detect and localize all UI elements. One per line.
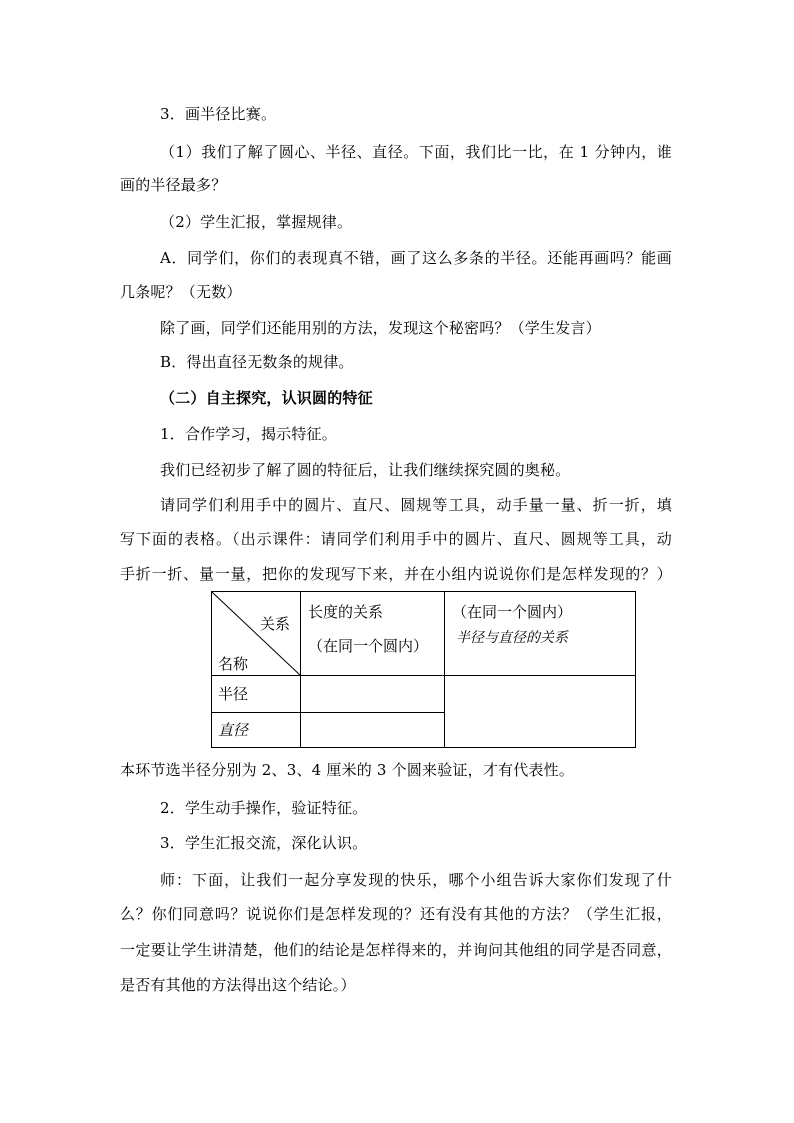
item-2-heading: 2．学生动手操作，验证特征。 [160, 799, 368, 817]
paragraph-9-line-1: 师：下面，让我们一起分享发现的快乐，哪个小组告诉大家你们发现了什 [160, 871, 672, 889]
item-3b-heading: 3．学生汇报交流，深化认识。 [160, 834, 368, 852]
paragraph-7-line-1: 请同学们利用手中的圆片、直尺、圆规等工具，动手量一量、折一折，填 [160, 496, 672, 514]
paragraph-9-line-4: 是否有其他的方法得出这个结论。） [120, 976, 356, 994]
column-header-length-note: （在同一个圆内） [308, 637, 429, 655]
paragraph-4: 除了画，同学们还能用别的方法，发现这个秘密吗？（学生发言） [160, 319, 601, 337]
column-header-radius-diameter: 半径与直径的关系 [456, 630, 568, 646]
corner-header-name: 名称 [218, 655, 249, 673]
section-heading: （二）自主探究，认识圆的特征 [160, 389, 373, 407]
paragraph-3-line-1: A．同学们，你们的表现真不错，画了这么多条的半径。还能再画吗？能画 [160, 249, 672, 267]
item-1-heading: 1．合作学习，揭示特征。 [160, 425, 337, 443]
paragraph-3-line-2: 几条呢？（无数） [120, 283, 242, 301]
item-3-heading: 3．画半径比赛。 [160, 105, 277, 123]
paragraph-1-line-2: 画的半径最多？ [120, 176, 227, 194]
column-header-relation-note: （在同一个圆内） [452, 603, 573, 621]
paragraph-6: 我们已经初步了解了圆的特征后，让我们继续探究圆的奥秘。 [160, 461, 571, 479]
paragraph-7-line-3: 手折一折、量一量，把你的发现写下来，并在小组内说说你们是怎样发现的？） [120, 565, 672, 583]
paragraph-1-line-1: （1）我们了解了圆心、半径、直径。下面，我们比一比，在 1 分钟内，谁 [160, 143, 672, 161]
paragraph-9-line-2: 么？你们同意吗？说说你们是怎样发现的？还有没有其他的方法？（学生汇报， [120, 905, 672, 923]
paragraph-9-line-3: 一定要让学生讲清楚，他们的结论是怎样得来的，并询问其他组的同学是否同意， [120, 941, 672, 959]
paragraph-8: 本环节选半径分别为 2、3、4 厘米的 3 个圆来验证，才有代表性。 [120, 761, 575, 779]
relationship-table [211, 591, 636, 748]
row-header-radius: 半径 [218, 685, 249, 703]
paragraph-2: （2）学生汇报，掌握规律。 [160, 213, 353, 231]
paragraph-7-line-2: 写下面的表格。（出示课件：请同学们利用手中的圆片、直尺、圆规等工具，动 [120, 530, 672, 548]
paragraph-5: B．得出直径无数条的规律。 [160, 353, 354, 371]
column-header-length: 长度的关系 [308, 603, 384, 621]
row-header-diameter: 直径 [218, 721, 249, 739]
corner-header-relation: 关系 [260, 615, 291, 633]
